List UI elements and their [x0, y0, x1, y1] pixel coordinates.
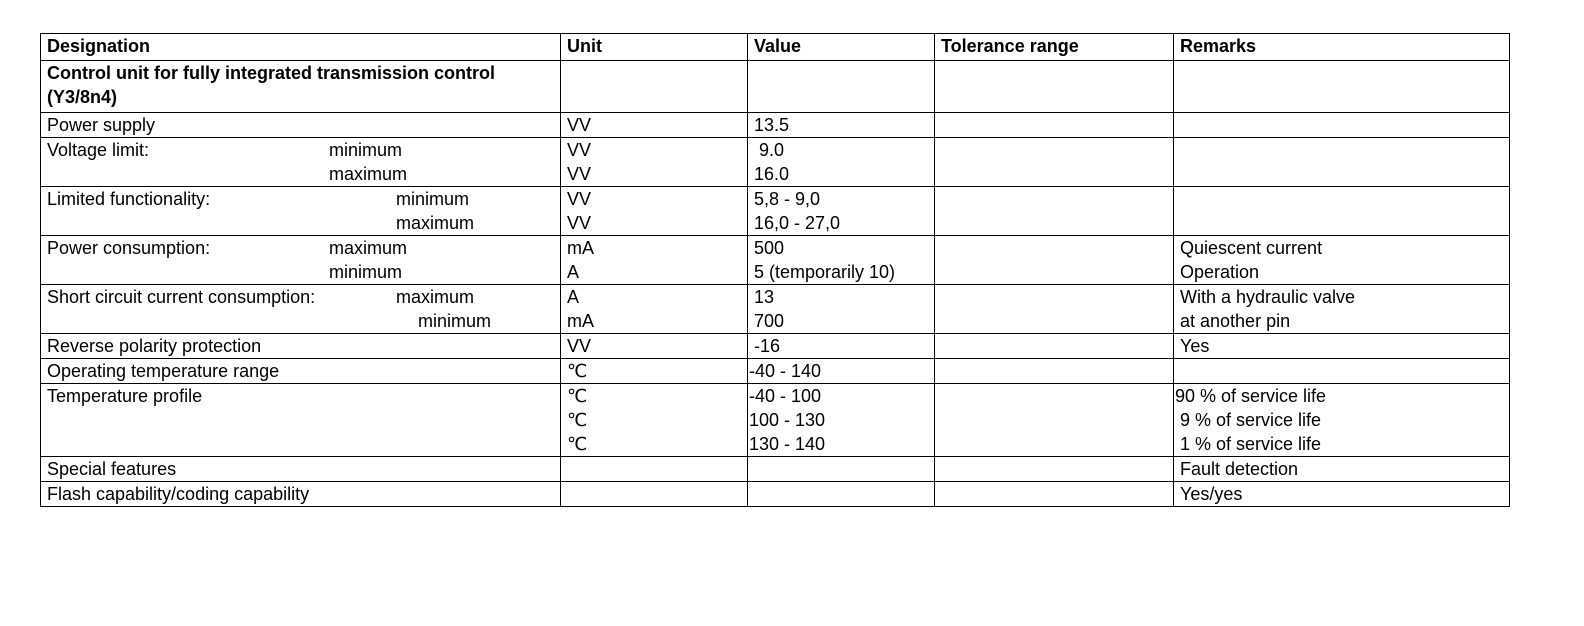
- unit-cell: VV: [561, 334, 748, 359]
- remark-line: With a hydraulic valve: [1180, 287, 1356, 307]
- table-row: [41, 359, 1510, 384]
- tolerance-cell: [935, 285, 1174, 334]
- remarks-cell: Yes/yes: [1174, 482, 1510, 507]
- unit-line: mA: [567, 238, 594, 258]
- value-line: 16.0: [754, 164, 790, 184]
- unit-line: ℃: [567, 386, 588, 406]
- header-remarks: Remarks: [1174, 34, 1510, 61]
- header-designation: Designation: [41, 34, 561, 61]
- value-cell: [748, 187, 935, 236]
- remarks-cell: [1174, 138, 1510, 187]
- unit-cell: ℃: [561, 359, 748, 384]
- table-row: [41, 482, 1510, 507]
- unit-line: A: [567, 287, 580, 307]
- tolerance-cell: [935, 384, 1174, 457]
- table-row: [41, 138, 1510, 187]
- designation-sub: maximum: [329, 238, 408, 258]
- value-line: 9.0: [754, 140, 785, 160]
- unit-line: A: [567, 262, 580, 282]
- unit-line: ℃: [567, 434, 588, 454]
- unit-cell: [561, 285, 748, 334]
- unit-cell: [561, 384, 748, 457]
- header-tolerance: Tolerance range: [935, 34, 1174, 61]
- value-cell: -16: [748, 334, 935, 359]
- value-line: 5,8 - 9,0: [754, 189, 821, 209]
- remarks-cell: [1174, 384, 1510, 457]
- tolerance-cell: [935, 187, 1174, 236]
- remarks-cell: [1174, 113, 1510, 138]
- table-row: [41, 113, 1510, 138]
- value-cell: [748, 61, 935, 113]
- value-line: 13: [754, 287, 775, 307]
- value-line: 500: [754, 238, 785, 258]
- table-row: [41, 334, 1510, 359]
- value-line: 130 - 140: [749, 434, 826, 454]
- table-row: [41, 384, 1510, 457]
- remarks-cell: [1174, 285, 1510, 334]
- value-cell: [748, 285, 935, 334]
- designation-label: Power consumption:: [47, 238, 211, 258]
- designation-label: Short circuit current consumption:: [47, 287, 316, 307]
- remark-line: 1 % of service life: [1175, 434, 1322, 454]
- value-line: 100 - 130: [749, 410, 826, 430]
- unit-line: VV: [567, 213, 592, 233]
- spec-table: [40, 33, 1510, 507]
- tolerance-cell: [935, 482, 1174, 507]
- remarks-cell: Yes: [1174, 334, 1510, 359]
- designation-cell: Operating temperature range: [41, 359, 561, 384]
- designation-cell: [41, 285, 561, 334]
- tolerance-cell: [935, 113, 1174, 138]
- tolerance-cell: [935, 138, 1174, 187]
- remarks-cell: Fault detection: [1174, 457, 1510, 482]
- remarks-cell: [1174, 61, 1510, 113]
- value-line: 5 (temporarily 10): [754, 262, 896, 282]
- header-unit: Unit: [561, 34, 748, 61]
- value-cell: [748, 236, 935, 285]
- designation-sub: maximum: [396, 287, 475, 307]
- unit-cell: [561, 61, 748, 113]
- designation-sub: maximum: [329, 164, 408, 184]
- designation-sub: maximum: [396, 213, 475, 233]
- designation-cell: [41, 187, 561, 236]
- unit-cell: [561, 482, 748, 507]
- tolerance-cell: [935, 457, 1174, 482]
- value-line: 16,0 - 27,0: [754, 213, 841, 233]
- unit-cell: [561, 457, 748, 482]
- unit-cell: VV: [561, 113, 748, 138]
- table-row: [41, 285, 1510, 334]
- remarks-cell: [1174, 359, 1510, 384]
- value-cell: [748, 457, 935, 482]
- unit-cell: [561, 187, 748, 236]
- value-line: 700: [754, 311, 785, 331]
- value-cell: [748, 384, 935, 457]
- remark-line: 90 % of service life: [1175, 386, 1327, 406]
- remark-line: Operation: [1180, 262, 1260, 282]
- remarks-cell: [1174, 236, 1510, 285]
- table-row: [41, 187, 1510, 236]
- tolerance-cell: [935, 61, 1174, 113]
- designation-label: Limited functionality:: [47, 189, 211, 209]
- unit-line: ℃: [567, 410, 588, 430]
- remark-line: at another pin: [1180, 311, 1291, 331]
- designation-cell: Power supply: [41, 113, 561, 138]
- designation-cell: [41, 236, 561, 285]
- unit-line: VV: [567, 189, 592, 209]
- designation-sub: minimum: [329, 262, 403, 282]
- unit-cell: [561, 236, 748, 285]
- designation-label: Voltage limit:: [47, 140, 150, 160]
- tolerance-cell: [935, 334, 1174, 359]
- designation-cell: Special features: [41, 457, 561, 482]
- value-line: -40 - 100: [749, 386, 822, 406]
- remark-line: 9 % of service life: [1175, 410, 1322, 430]
- unit-line: VV: [567, 140, 592, 160]
- value-cell: [748, 138, 935, 187]
- unit-line: VV: [567, 164, 592, 184]
- designation-cell: Flash capability/coding capability: [41, 482, 561, 507]
- tolerance-cell: [935, 359, 1174, 384]
- section-title: Control unit for fully integrated transmission control (Y3/8n4): [41, 61, 561, 113]
- tolerance-cell: [935, 236, 1174, 285]
- unit-cell: [561, 138, 748, 187]
- value-cell: [748, 482, 935, 507]
- remarks-cell: [1174, 187, 1510, 236]
- remark-line: Quiescent current: [1180, 238, 1323, 258]
- designation-sub: minimum: [418, 311, 492, 331]
- designation-sub: minimum: [329, 140, 403, 160]
- unit-line: mA: [567, 311, 594, 331]
- value-cell: -40 - 140: [748, 359, 935, 384]
- table-row: [41, 61, 1510, 113]
- designation-cell: [41, 138, 561, 187]
- header-value: Value: [748, 34, 935, 61]
- designation-cell: Reverse polarity protection: [41, 334, 561, 359]
- table-row: [41, 236, 1510, 285]
- designation-sub: minimum: [396, 189, 470, 209]
- header-row: [41, 34, 1510, 61]
- value-cell: 13.5: [748, 113, 935, 138]
- designation-cell: Temperature profile: [41, 384, 561, 457]
- table-row: [41, 457, 1510, 482]
